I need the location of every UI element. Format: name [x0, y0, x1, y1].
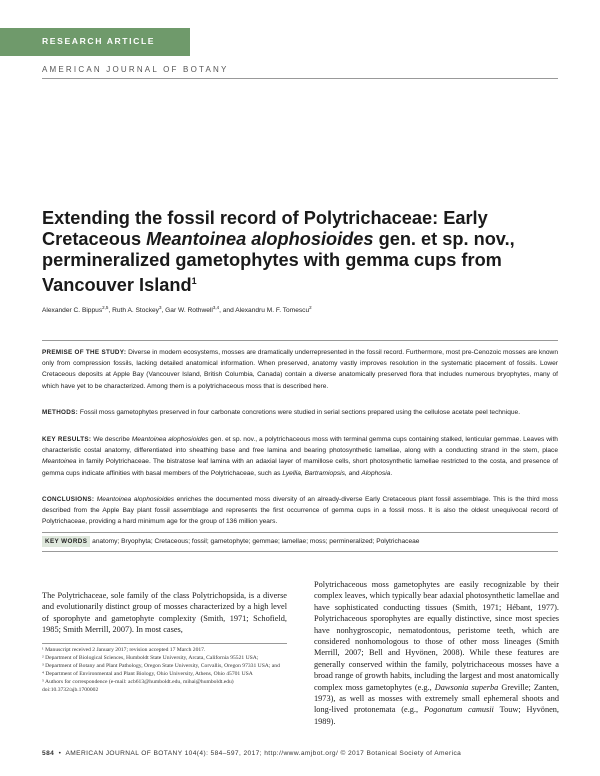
keywords-rule — [42, 532, 558, 533]
premise-label: PREMISE OF THE STUDY: — [42, 349, 127, 356]
header-rule — [42, 78, 558, 79]
premise-text: Diverse in modern ecosystems, mosses are dramatically underrepresented in the fossil record. Furthermore, most pre-Cenozoic mosses are known only from compression fossils, lacking detailed anatomical information. When preserved, anatomy vastly improves resolution in the systematic placement of fossils. Lower Cretaceous deposits at Apple Bay (Vancouver Island, British Columbia, Canada) contain a diverse anatomically preserved flora that includes numerous bryophytes, many of which have yet to be characterized. Among them is a polytrichaceous moss that is described here. — [42, 349, 558, 390]
page-number: 584 — [42, 750, 55, 757]
author-name: Gar W. Rothwell — [165, 307, 213, 315]
abstract-bottom-rule — [42, 551, 558, 552]
body-species: Pogonatum camusii — [423, 705, 494, 715]
title-species: Meantoinea alophosioides — [146, 229, 374, 249]
results-species: Meantoinea alophosioides — [131, 436, 209, 443]
results-text: in family Polytrichaceae. The bistratose leaf lamina with an adaxial layer of mamillose cells, short photosynthetic lamellae restricted to the costa, and presence of gemma cups indicate affinities with basal members of the Polytrichaceae, such as — [42, 458, 558, 477]
author-affiliation: 3,4 — [212, 305, 220, 310]
author-name: and Alexandru M. F. Tomescu — [222, 307, 310, 315]
body-column-right — [314, 579, 559, 727]
author-name: Alexander C. Bippus — [42, 307, 103, 315]
body-text: Polytrichaceous moss gametophytes are easily recognizable by their complex leaves, which typically bear adaxial photosynthetic lamellae and have sophisticated conducting tissues (Smith, 1971; Hébant, 1977). Polytrichaceous sporophytes are equally distinctive, since most species have nonhygroscopic, nematodontous, peristome teeth, which are considered nonhomologous to those of other moss lineages (Smith Merrill, 2007; Bell and Hyvönen, 2008). While these features are generally conserved within the family, polytrichaceous mosses have a broad range of growth habits, including the largest and most anatomically complex moss gametophytes (e.g., — [314, 580, 559, 692]
conclusions-label: CONCLUSIONS: — [42, 496, 95, 503]
journal-name: AMERICAN JOURNAL OF BOTANY — [42, 65, 229, 74]
keywords-line — [42, 536, 558, 547]
keywords-text: anatomy; Bryophyta; Cretaceous; fossil; gametophyte; gemmae; lamellae; moss; permineralized; Polytrichaceae — [92, 538, 420, 545]
results-text: gen. et sp. nov., a polytrichaceous moss with terminal gemma cups containing stalked, lenticular gemmae. Leaves with characteristic costal anatomy, differentiated into sheathing base and free lamina and bearing photosynthetic lamellae, along with a conducting strand in the stem, place — [42, 436, 558, 455]
doi: doi:10.3732/ajb.1700002 — [42, 687, 99, 693]
abstract-top-rule — [42, 340, 558, 341]
title-part2: gen. et sp. nov., permineralized gametophytes with gemma cups from Vancouver Island — [42, 229, 515, 296]
footnote-correspondence: ⁵ Authors for correspondence (e-mail: acb613@humboldt.edu, mihai@humboldt.edu) — [42, 679, 234, 685]
abstract-premise — [42, 347, 558, 392]
results-genera: Lyellia, Bartramiopsis, — [282, 469, 347, 477]
body-paragraph: The Polytrichaceae, sole family of the class Polytrichopsida, is a diverse and evolutionarily distinct group of mosses characterized by a high level of sporophyte and gametophyte complexity (Smith, 1971; Schofield, 1985; Smith Merrill, 2007). In most cases, — [42, 591, 287, 635]
results-label: KEY RESULTS: — [42, 436, 92, 443]
abstract-results: KEY RESULTS: We describe Meantoinea alophosioides gen. et sp. nov., a polytrichaceous moss with terminal gemma cups containing stalked, lenticular gemmae. Leaves with characteristic costal anatomy, differentiated into sheathing base and free lamina and bearing photosynthetic lamellae, along with a conducting strand in the stem, place Meantoinea in family Polytrichaceae. The bistratose leaf lamina with an adaxial layer of mamillose cells, short photosynthetic lamellae restricted to the costa, and presence of gemma cups indicate affinities with basal members of the Polytrichaceae, such as Lyellia, Bartramiopsis, and Alophosia. — [42, 436, 558, 477]
author-affiliation: 2 — [309, 305, 312, 310]
body-text: Greville; Zanten, 1973), as well as mosses with extremely small ephemeral shoots and long-lived protonemata (e.g., — [314, 682, 559, 715]
page-footer: 584 • AMERICAN JOURNAL OF BOTANY 104(4): 584–597, 2017; http://www.amjbot.org/ © 2017 Botanical Society of America — [42, 750, 462, 757]
footnote-affiliation: ² Department of Biological Sciences, Humboldt State University, Arcata, California 95521 USA; — [42, 655, 259, 661]
abstract-conclusions — [42, 494, 558, 528]
footer-citation: AMERICAN JOURNAL OF BOTANY 104(4): 584–597, 2017; http://www.amjbot.org/ © 2017 Botanical Society of America — [65, 750, 462, 757]
body-paragraph — [314, 579, 559, 727]
author-name: Ruth A. Stockey — [112, 307, 159, 315]
footnote-received: ¹ Manuscript received 2 January 2017; revision accepted 17 March 2017. — [42, 647, 206, 653]
abstract-methods — [42, 407, 558, 418]
methods-text: Fossil moss gametophytes preserved in four carbonate concretions were studied in serial sections prepared using the cellulose acetate peel technique. — [79, 409, 521, 416]
results-text: and — [348, 469, 360, 477]
body-text: Touw; Hyvönen, 1989). — [314, 705, 559, 726]
results-genus: Meantoinea — [42, 458, 77, 466]
conclusions-species: Meantoinea alophosioides — [96, 496, 175, 503]
keywords-label: KEY WORDS — [42, 536, 90, 547]
conclusions-text: enriches the documented moss diversity of an already-diverse Early Cretaceous plant fossil assemblage. This is the third moss described from the Apple Bay plant fossil assemblage and represents the first occurrence of gemma cups in a fossil moss. It is also the oldest unequivocal record of Polytrichaceae, providing a hard minimum age for the group of 136 million years. — [42, 496, 558, 526]
author-affiliation: 3 — [158, 305, 162, 310]
body-species: Dawsonia superba — [434, 682, 499, 692]
author-list: Alexander C. Bippus$^{2,5}$, Ruth A. Stockey$^3$, Gar W. Rothwell$^{3,4}$, and Alexandru M. F. Tomescu$^2$ — [42, 305, 312, 315]
author-affiliation: 2,5 — [102, 305, 109, 310]
footnote-rule — [42, 643, 287, 644]
body-column-left — [42, 590, 287, 636]
footnote-affiliation: ⁴ Department of Environmental and Plant Biology, Ohio University, Athens, Ohio 45701 USA — [42, 671, 253, 677]
methods-label: METHODS: — [42, 409, 78, 416]
article-title — [42, 208, 542, 296]
results-text: We describe — [93, 436, 130, 443]
title-footnote-mark: 1 — [191, 276, 197, 286]
footnote-affiliation: ³ Department of Botany and Plant Pathology, Oregon State University, Corvallis, Oregon 97331 USA; and — [42, 663, 280, 669]
results-genus: Alophosia — [361, 469, 391, 477]
banner-label: RESEARCH ARTICLE — [42, 36, 156, 46]
article-type-banner — [0, 28, 190, 56]
footnotes — [42, 646, 287, 694]
title-part1: Extending the fossil record of Polytrichaceae: Early Cretaceous — [42, 208, 488, 249]
